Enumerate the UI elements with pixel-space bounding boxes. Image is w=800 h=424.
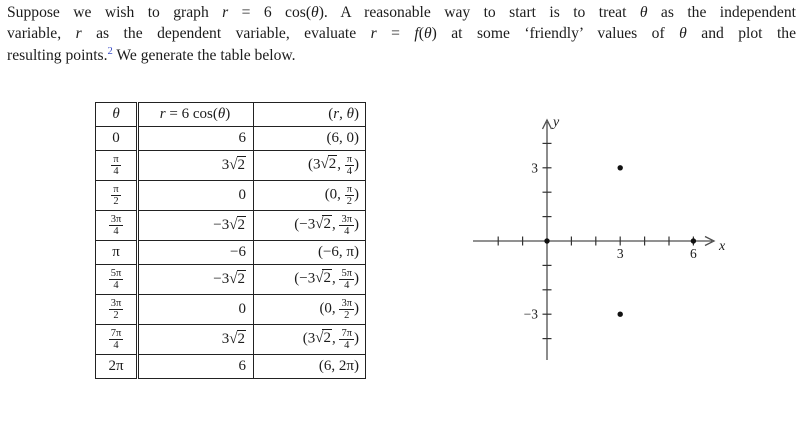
cartesian-plot bbox=[440, 100, 740, 390]
data-point bbox=[691, 238, 696, 243]
data-point bbox=[544, 238, 549, 243]
data-point bbox=[618, 312, 623, 317]
fraction: $\frac{\pi}{2}$ bbox=[113, 183, 119, 207]
cell-point: (−3√2, $\frac{5\pi}{4}$ ) bbox=[254, 265, 366, 295]
table-row bbox=[96, 325, 366, 355]
table-row bbox=[96, 355, 366, 379]
intro-paragraph bbox=[7, 2, 796, 66]
cell-theta bbox=[96, 181, 138, 211]
math-var: θ bbox=[346, 106, 354, 122]
radical: √2 bbox=[315, 330, 331, 347]
table-row bbox=[96, 241, 366, 265]
math-var: r bbox=[75, 25, 82, 43]
fraction: $\frac{5\pi}{4}$ bbox=[341, 267, 352, 291]
math-var: r bbox=[333, 106, 340, 122]
table-row bbox=[96, 151, 366, 181]
cell-point: (−3√2, $\frac{3\pi}{4}$ ) bbox=[254, 211, 366, 241]
paragraph-line: resulting points.$^2$ We generate the table below. bbox=[7, 45, 296, 64]
x-tick-label: 3 bbox=[616, 246, 624, 261]
cell-r: −6 bbox=[138, 241, 254, 265]
fraction: $\frac{\pi}{2}$ bbox=[346, 183, 352, 207]
cell-r: −3√2 bbox=[138, 211, 254, 241]
cell-theta bbox=[96, 211, 138, 241]
fraction: $\frac{3\pi}{2}$ bbox=[341, 297, 352, 321]
fraction: $\frac{7\pi}{4}$ bbox=[110, 327, 122, 351]
y-tick-label: 3 bbox=[531, 160, 538, 176]
col-header-point: (r, θ) bbox=[254, 103, 366, 127]
col-header-theta bbox=[96, 103, 138, 127]
cell-r: 3√2 bbox=[138, 151, 254, 181]
cell-r: −3√2 bbox=[138, 265, 254, 295]
radical: √2 bbox=[315, 216, 331, 233]
footnote-ref[interactable]: 2 bbox=[107, 45, 113, 57]
fraction: $\frac{7\pi}{4}$ bbox=[341, 327, 352, 351]
cell-point: (6, 0) bbox=[254, 127, 366, 151]
paragraph-line: Suppose we wish to graph r = 6 cos(θ). A reasonable way to start is to treat θ as the independent bbox=[7, 4, 796, 21]
fraction: $\frac{\pi}{4}$ bbox=[113, 153, 119, 177]
cell-point: (0, $\frac{\pi}{2}$ ) bbox=[254, 181, 366, 211]
cell-point: (0, $\frac{3\pi}{2}$ ) bbox=[254, 295, 366, 325]
table-row bbox=[96, 295, 366, 325]
cell-point: (3√2, $\frac{7\pi}{4}$ ) bbox=[254, 325, 366, 355]
radical: √2 bbox=[320, 156, 337, 173]
math-var: r bbox=[370, 25, 377, 43]
fraction: $\frac{3\pi}{4}$ bbox=[110, 213, 122, 237]
cell-r: 0 bbox=[138, 295, 254, 325]
math-var: θ bbox=[311, 4, 319, 21]
table-row bbox=[96, 127, 366, 151]
x-axis-label: x bbox=[719, 239, 726, 254]
cell-r: 6 bbox=[138, 127, 254, 151]
math-var: r bbox=[222, 4, 229, 21]
paragraph-line: variable, r as the dependent variable, evaluate r = f(θ) at some ‘friendly’ values of θ and plot the bbox=[7, 25, 797, 43]
table-row bbox=[96, 181, 366, 211]
y-axis-label: y bbox=[553, 115, 560, 130]
cell-theta bbox=[96, 265, 138, 295]
cell-r: 0 bbox=[138, 181, 254, 211]
radical: √2 bbox=[229, 217, 245, 233]
cell-theta: 2π bbox=[96, 355, 138, 379]
cell-point: (−6, π) bbox=[254, 241, 366, 265]
col-header-r-equation: r = 6 cos(θ) bbox=[138, 103, 254, 127]
cell-r: 3√2 bbox=[138, 325, 254, 355]
math-var: θ bbox=[679, 25, 687, 43]
fraction: $\frac{5\pi}{4}$ bbox=[110, 267, 122, 291]
math-var: θ bbox=[217, 106, 226, 122]
fraction: $\frac{\pi}{4}$ bbox=[346, 153, 352, 177]
cell-theta bbox=[96, 325, 138, 355]
fraction: $\frac{3\pi}{2}$ bbox=[110, 297, 122, 321]
cell-theta: 0 bbox=[96, 127, 138, 151]
math-var: θ bbox=[639, 4, 648, 21]
values-table bbox=[95, 102, 366, 379]
radical: √2 bbox=[229, 331, 245, 347]
radical: √2 bbox=[229, 157, 245, 173]
y-axis bbox=[524, 115, 560, 360]
cell-theta: π bbox=[96, 241, 138, 265]
data-point bbox=[618, 165, 623, 170]
math-var: f bbox=[414, 25, 419, 43]
table-header-row bbox=[96, 103, 366, 127]
math-var: θ bbox=[112, 106, 120, 122]
radical: √2 bbox=[315, 270, 331, 287]
cell-theta bbox=[96, 295, 138, 325]
math-var: θ bbox=[423, 25, 432, 43]
cell-r: 6 bbox=[138, 355, 254, 379]
math-var: r bbox=[159, 106, 166, 122]
fraction: $\frac{3\pi}{4}$ bbox=[341, 213, 352, 237]
y-tick-label: −3 bbox=[523, 306, 538, 322]
x-tick-label: 6 bbox=[690, 246, 697, 261]
table-row bbox=[96, 211, 366, 241]
cell-theta bbox=[96, 151, 138, 181]
cell-point: (6, 2π) bbox=[254, 355, 366, 379]
cell-point: (3√2, $\frac{\pi}{4}$ ) bbox=[254, 151, 366, 181]
table-row bbox=[96, 265, 366, 295]
x-axis bbox=[473, 237, 726, 262]
radical: √2 bbox=[229, 271, 245, 287]
